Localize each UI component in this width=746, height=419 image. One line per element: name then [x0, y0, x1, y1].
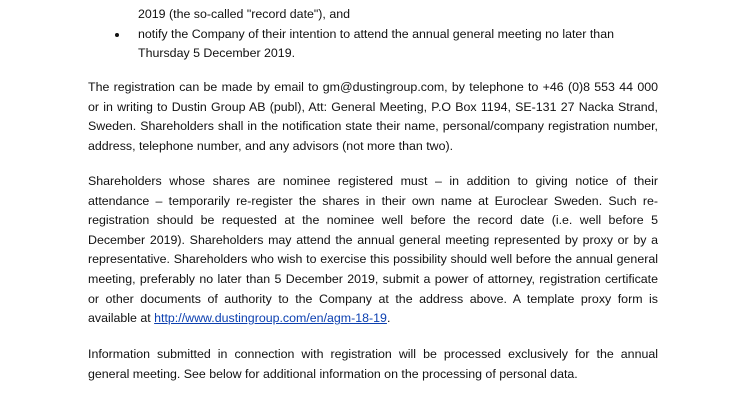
bullet-list — [113, 5, 661, 64]
bullet-text-record-date: 2019 (the so-called "record date"), and — [138, 7, 350, 21]
proxy-form-link[interactable]: http://www.dustingroup.com/en/agm-18-19 — [154, 311, 387, 326]
paragraph-nominee-text: Shareholders whose shares are nominee registered must – in addition to giving notice of their attendance – temporarily re-register the shares in their own name at Euroclear Sweden. Such re-registration should be requested at the nominee well before the record date (i.e. well before 5 December 2019). Shareholders may attend the annual general meeting represented by proxy or by a representative. Shareholders who wish to exercise this possibility should well before the annual general meeting, preferably no later than 5 December 2019, submit a power of attorney, registration certificate or other documents of authority to the Company at the address above. A template proxy form is available at — [88, 174, 658, 326]
bullet-item-continuation — [113, 5, 661, 25]
paragraph-nominee — [88, 172, 658, 329]
paragraph-registration — [88, 78, 658, 156]
paragraph-processing-text: Information submitted in connection with registration will be processed exclusively for the annual general meeting. See below for additional information on the processing of personal data. — [88, 347, 658, 381]
bullet-text-notify: notify the Company of their intention to attend the annual general meeting no later than Thursday 5 December 2019. — [138, 26, 614, 61]
paragraph-registration-text: The registration can be made by email to gm@dustingroup.com, by telephone to +46 (0)8 553 44 000 or in writing to Dustin Group AB (publ), Att: General Meeting, P.O Box 1194, SE-131 27 Nacka Strand, Sweden. Shareholders shall in the notification state their name, personal/company registration number, address, telephone number, and any advisors (not more than two). — [88, 80, 658, 153]
bullet-dot-icon — [115, 33, 119, 37]
paragraph-nominee-trailing: . — [386, 311, 391, 326]
bullet-item-notify — [113, 25, 661, 64]
paragraph-processing — [88, 345, 658, 384]
